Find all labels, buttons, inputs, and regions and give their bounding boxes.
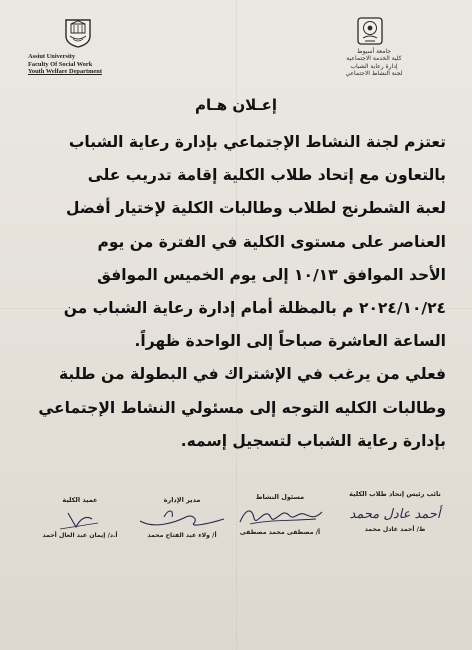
signature-scribble-icon: [232, 502, 328, 528]
body-line: وطالبات الكليه التوجه إلى مسئولي النشاط الإجتماعي: [38, 398, 446, 417]
signature-name: ط/ أحمد عادل محمد: [364, 526, 426, 533]
handwritten-name-text: أحمد عادل محمد: [349, 507, 441, 522]
handwritten-name: [342, 499, 448, 525]
body-line: ٢٠٢٤/١٠/٢٤ م بالمظلة أمام إدارة رعاية الشباب من: [63, 298, 446, 317]
announcement-body: [28, 126, 446, 458]
header-faculty: Faculty Of Social Work: [28, 60, 93, 68]
signature-dean: [30, 496, 130, 540]
signature-scribble-icon: [30, 505, 130, 531]
signature-role: نائب رئيس إتحاد طلاب الكلية: [349, 490, 441, 498]
header-english: [28, 53, 138, 76]
header-department: Youth Welfare Department: [28, 68, 102, 76]
body-line: بالتعاون مع إتحاد طلاب الكلية إقامة تدريب على: [87, 166, 446, 185]
signature-scribble-icon: [134, 505, 230, 531]
header-ar-committee: لجنة النشاط الاجتماعي: [345, 70, 403, 78]
signature-activity-officer: [232, 493, 328, 537]
body-line: العناصر على مستوى الكلية في الفترة من يوم: [97, 232, 446, 251]
signature-role: مدير الإدارة: [163, 496, 201, 504]
university-logo-icon: [64, 18, 92, 48]
body-line: الأحد الموافق ١٠/١٣ إلى يوم الخميس الموافق: [97, 265, 446, 284]
header-university: Assiut University: [28, 53, 76, 60]
signature-vice-president: [342, 490, 448, 534]
header-ar-university: جامعة أسيوط: [357, 48, 391, 55]
body-line: فعلي من يرغب في الإشتراك في البطولة من طلبة: [58, 365, 446, 384]
header-arabic: [328, 48, 420, 78]
signature-role: عميد الكلية: [62, 496, 98, 504]
faculty-logo-icon: [356, 16, 384, 46]
announcement-title: إعـلان هـام: [194, 96, 278, 114]
signature-role: مسئول النشاط: [255, 493, 305, 501]
body-line: الساعة العاشرة صباحاً إلى الواحدة ظهراً.: [134, 332, 446, 351]
signature-name: أ/ مصطفى محمد مصطفى: [239, 529, 321, 536]
signature-director: [134, 496, 230, 540]
header-ar-faculty: كلية الخدمة الاجتماعية: [346, 55, 402, 63]
header-ar-department: إدارة رعاية الشباب: [350, 62, 398, 70]
body-line: لعبة الشطرنج لطلاب وطالبات الكلية لإختيار أفضل: [65, 199, 446, 218]
signature-name: أ/ ولاء عبد الفتاح محمد: [147, 532, 217, 539]
body-line: بإدارة رعاية الشباب لتسجيل إسمه.: [180, 431, 446, 450]
signature-name: أ.د/ إيمان عبد العال أحمد: [42, 532, 118, 539]
body-line: تعتزم لجنة النشاط الإجتماعي بإدارة رعاية الشباب: [68, 133, 446, 151]
